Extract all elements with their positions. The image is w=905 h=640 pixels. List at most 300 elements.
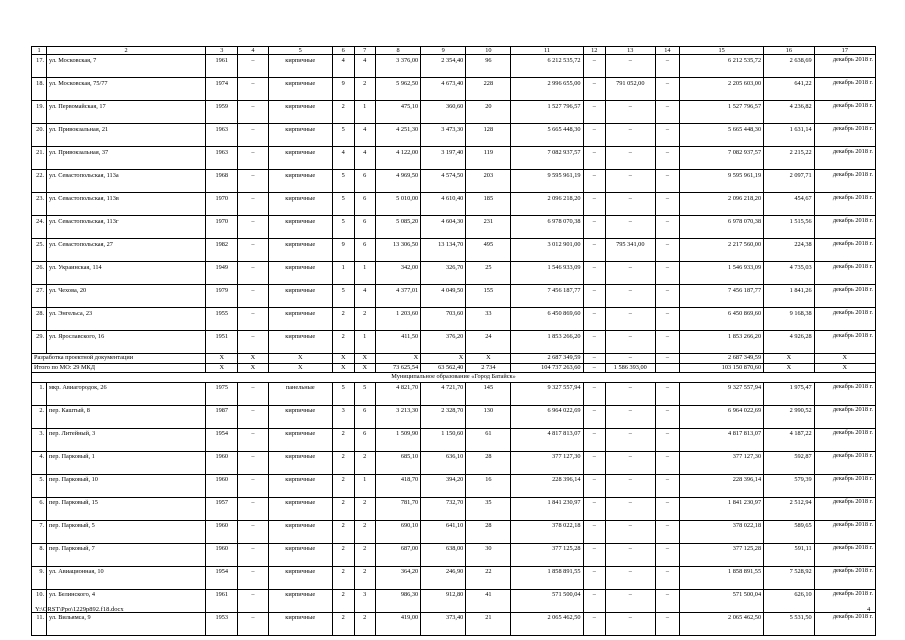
table-cell: 592,87 xyxy=(764,451,815,474)
table-cell: – xyxy=(583,124,606,147)
table-cell: – xyxy=(606,262,655,285)
table-cell: декабрь 2018 г. xyxy=(814,566,875,589)
table-cell: 377 127,30 xyxy=(511,451,583,474)
table-row xyxy=(32,612,876,635)
table-row xyxy=(32,78,876,101)
table-row xyxy=(32,239,876,262)
table-cell: – xyxy=(606,55,655,78)
table-cell: 5 665 448,30 xyxy=(511,124,583,147)
table-cell: – xyxy=(583,589,606,612)
table-cell: – xyxy=(655,566,680,589)
table-cell: 394,20 xyxy=(421,474,466,497)
table-row xyxy=(32,216,876,239)
table-cell: пер. Парковый, 10 xyxy=(47,474,206,497)
table-row xyxy=(32,543,876,566)
table-cell: Х xyxy=(376,354,421,364)
table-cell: – xyxy=(583,474,606,497)
table-cell: 6. xyxy=(32,497,47,520)
table-cell: ул. Московская, 7 xyxy=(47,55,206,78)
table-cell: – xyxy=(238,262,268,285)
table-cell: – xyxy=(583,147,606,170)
table-cell: 6 964 022,69 xyxy=(511,405,583,428)
table-cell: – xyxy=(606,285,655,308)
table-cell: 1975 xyxy=(206,382,238,405)
header-cell: 14 xyxy=(655,47,680,55)
table-cell: – xyxy=(606,331,655,354)
table-cell: 912,80 xyxy=(421,589,466,612)
table-cell: – xyxy=(583,170,606,193)
table-cell: – xyxy=(238,497,268,520)
table-cell: 1960 xyxy=(206,451,238,474)
table-cell: 41 xyxy=(466,589,511,612)
document-page xyxy=(31,46,876,636)
table-cell: 495 xyxy=(466,239,511,262)
table-cell: 2 xyxy=(333,497,355,520)
table-cell: 25 xyxy=(466,262,511,285)
table-cell: 579,39 xyxy=(764,474,815,497)
table-cell: – xyxy=(238,331,268,354)
table-cell: 685,10 xyxy=(376,451,421,474)
table-cell: декабрь 2018 г. xyxy=(814,382,875,405)
table-cell: 4 xyxy=(354,285,376,308)
table-cell: 1979 xyxy=(206,285,238,308)
header-cell: 2 xyxy=(47,47,206,55)
header-number-row xyxy=(32,47,876,55)
table-cell: 33 xyxy=(466,308,511,331)
design-documentation-row xyxy=(32,354,876,364)
table-cell: 35 xyxy=(466,497,511,520)
table-cell: ул. Первомайская, 17 xyxy=(47,101,206,124)
table-cell: – xyxy=(238,566,268,589)
table-cell: 7 528,92 xyxy=(764,566,815,589)
table-cell: – xyxy=(606,474,655,497)
table-row xyxy=(32,566,876,589)
table-cell: – xyxy=(606,124,655,147)
table-cell: 28. xyxy=(32,308,47,331)
table-cell: 2 xyxy=(333,612,355,635)
table-cell: – xyxy=(238,428,268,451)
table-cell: 2 638,69 xyxy=(764,55,815,78)
table-cell: – xyxy=(606,612,655,635)
table-cell: 5 xyxy=(333,124,355,147)
table-cell: кирпичные xyxy=(268,405,333,428)
table-cell: 22. xyxy=(32,170,47,193)
table-cell: 4 xyxy=(333,55,355,78)
table-cell: 3. xyxy=(32,428,47,451)
total-row xyxy=(32,363,876,373)
table-cell: Х xyxy=(764,354,815,364)
table-cell: 5. xyxy=(32,474,47,497)
table-cell: 9 xyxy=(333,239,355,262)
table-cell: – xyxy=(583,101,606,124)
table-cell: 2 xyxy=(354,520,376,543)
table-cell: декабрь 2018 г. xyxy=(814,474,875,497)
table-cell: – xyxy=(655,55,680,78)
table-cell: кирпичные xyxy=(268,55,333,78)
table-cell: ул. Привокзальная, 21 xyxy=(47,124,206,147)
table-cell: – xyxy=(606,520,655,543)
table-cell: 1 858 891,55 xyxy=(511,566,583,589)
table-cell: – xyxy=(238,451,268,474)
table-cell: – xyxy=(238,101,268,124)
table-cell: – xyxy=(655,239,680,262)
table-cell: 3 473,30 xyxy=(421,124,466,147)
table-cell: 1 150,60 xyxy=(421,428,466,451)
table-cell xyxy=(655,363,680,373)
table-cell: 377 125,28 xyxy=(680,543,764,566)
header-cell: 8 xyxy=(376,47,421,55)
table-cell: 641,22 xyxy=(764,78,815,101)
table-cell: – xyxy=(655,589,680,612)
table-cell: 3 376,00 xyxy=(376,55,421,78)
table-cell: 791 052,00 xyxy=(606,78,655,101)
table-cell: – xyxy=(655,405,680,428)
table-cell: 1 853 266,20 xyxy=(680,331,764,354)
table-cell: Х xyxy=(814,363,875,373)
table-cell: 9 595 961,19 xyxy=(680,170,764,193)
table-cell: 3 xyxy=(354,589,376,612)
table-cell: кирпичные xyxy=(268,543,333,566)
table-cell: – xyxy=(655,285,680,308)
table-row xyxy=(32,589,876,612)
table-cell: 4 xyxy=(333,147,355,170)
table-cell: ул. Ярославского, 16 xyxy=(47,331,206,354)
table-cell: – xyxy=(655,451,680,474)
table-cell: кирпичные xyxy=(268,451,333,474)
table-cell: 28 xyxy=(466,451,511,474)
table-cell: 6 212 535,72 xyxy=(511,55,583,78)
table-cell: ул. Белинского, 4 xyxy=(47,589,206,612)
table-cell: 246,90 xyxy=(421,566,466,589)
table-cell: декабрь 2018 г. xyxy=(814,589,875,612)
table-cell: 687,00 xyxy=(376,543,421,566)
table-cell: 4 049,50 xyxy=(421,285,466,308)
table-cell: – xyxy=(583,363,606,373)
table-cell: 7 082 937,57 xyxy=(511,147,583,170)
table-cell: 1 841 230,97 xyxy=(511,497,583,520)
table-cell: 781,70 xyxy=(376,497,421,520)
table-cell: 1982 xyxy=(206,239,238,262)
table-cell: – xyxy=(655,101,680,124)
table-cell: 1957 xyxy=(206,497,238,520)
table-cell: – xyxy=(655,428,680,451)
table-cell: – xyxy=(238,147,268,170)
table-cell: 1 858 891,55 xyxy=(680,566,764,589)
table-cell: – xyxy=(583,262,606,285)
table-row xyxy=(32,101,876,124)
table-cell: 20 xyxy=(466,101,511,124)
table-cell: 4 251,30 xyxy=(376,124,421,147)
table-cell: 6 xyxy=(354,405,376,428)
table-row xyxy=(32,124,876,147)
table-cell: 9 595 961,19 xyxy=(511,170,583,193)
table-cell: кирпичные xyxy=(268,566,333,589)
table-cell: 6 xyxy=(354,216,376,239)
header-cell: 12 xyxy=(583,47,606,55)
header-cell: 6 xyxy=(333,47,355,55)
header-cell: 7 xyxy=(354,47,376,55)
table-cell: 63 562,40 xyxy=(421,363,466,373)
header-cell: 17 xyxy=(814,47,875,55)
table-row xyxy=(32,428,876,451)
housing-repair-table xyxy=(31,46,876,636)
table-cell: 571 500,04 xyxy=(511,589,583,612)
table-cell: 13 134,70 xyxy=(421,239,466,262)
table-cell: 28 xyxy=(466,520,511,543)
table-cell: 690,10 xyxy=(376,520,421,543)
table-cell: 4 574,50 xyxy=(421,170,466,193)
table-cell: – xyxy=(238,543,268,566)
table-cell: ул. Севастопольская, 27 xyxy=(47,239,206,262)
table-cell: декабрь 2018 г. xyxy=(814,612,875,635)
table-row xyxy=(32,382,876,405)
table-cell: 228 396,14 xyxy=(680,474,764,497)
table-cell: декабрь 2018 г. xyxy=(814,124,875,147)
table-cell: 4 236,82 xyxy=(764,101,815,124)
header-cell: 1 xyxy=(32,47,47,55)
table-cell: кирпичные xyxy=(268,428,333,451)
table-cell: 326,70 xyxy=(421,262,466,285)
table-cell: декабрь 2018 г. xyxy=(814,497,875,520)
table-cell: 1963 xyxy=(206,124,238,147)
table-cell: 96 xyxy=(466,55,511,78)
table-cell: декабрь 2018 г. xyxy=(814,55,875,78)
table-cell: декабрь 2018 г. xyxy=(814,193,875,216)
table-cell: 7. xyxy=(32,520,47,543)
table-cell: 8. xyxy=(32,543,47,566)
table-cell: 2 xyxy=(354,543,376,566)
table-cell: – xyxy=(655,147,680,170)
table-cell: 6 450 869,60 xyxy=(511,308,583,331)
table-cell: 2 096 218,20 xyxy=(511,193,583,216)
table-cell: – xyxy=(606,405,655,428)
table-cell: 360,60 xyxy=(421,101,466,124)
table-cell: 5 962,50 xyxy=(376,78,421,101)
table-cell: – xyxy=(655,216,680,239)
table-cell: кирпичные xyxy=(268,124,333,147)
table-cell: – xyxy=(583,451,606,474)
table-cell: – xyxy=(655,354,680,364)
table-cell: 203 xyxy=(466,170,511,193)
table-cell: 6 xyxy=(354,193,376,216)
table-cell: – xyxy=(606,170,655,193)
table-cell: пер. Парковый, 5 xyxy=(47,520,206,543)
table-cell: Разработка проектной документации xyxy=(32,354,206,364)
table-cell: 4 xyxy=(354,55,376,78)
table-row xyxy=(32,451,876,474)
table-cell: 185 xyxy=(466,193,511,216)
table-cell: – xyxy=(655,612,680,635)
table-cell: 4 735,03 xyxy=(764,262,815,285)
table-cell: 21. xyxy=(32,147,47,170)
table-cell: декабрь 2018 г. xyxy=(814,147,875,170)
table-cell: 16 xyxy=(466,474,511,497)
table-cell: 419,00 xyxy=(376,612,421,635)
table-cell: – xyxy=(583,405,606,428)
table-cell: 1955 xyxy=(206,308,238,331)
table-cell: 9 327 557,94 xyxy=(511,382,583,405)
table-cell: – xyxy=(583,612,606,635)
table-row xyxy=(32,170,876,193)
table-cell: декабрь 2018 г. xyxy=(814,101,875,124)
table-cell: 4 821,70 xyxy=(376,382,421,405)
table-cell: – xyxy=(655,331,680,354)
table-cell: – xyxy=(583,308,606,331)
table-cell: 6 xyxy=(354,428,376,451)
table-cell: 2 687 349,59 xyxy=(511,354,583,364)
table-cell: – xyxy=(655,170,680,193)
table-cell: 3 xyxy=(333,405,355,428)
table-cell: 378 022,18 xyxy=(511,520,583,543)
table-cell: 1 527 796,57 xyxy=(680,101,764,124)
table-cell: кирпичные xyxy=(268,147,333,170)
table-cell: – xyxy=(583,285,606,308)
table-cell: декабрь 2018 г. xyxy=(814,543,875,566)
table-cell: 2 328,70 xyxy=(421,405,466,428)
table-cell: 9 327 557,94 xyxy=(680,382,764,405)
table-cell: кирпичные xyxy=(268,262,333,285)
table-cell: 1954 xyxy=(206,566,238,589)
table-cell: – xyxy=(655,308,680,331)
table-cell: – xyxy=(655,520,680,543)
table-cell: 1. xyxy=(32,382,47,405)
table-cell: – xyxy=(238,216,268,239)
table-cell: 1 xyxy=(354,331,376,354)
table-cell: пер. Литейный, 3 xyxy=(47,428,206,451)
table-cell: 4 610,40 xyxy=(421,193,466,216)
table-cell: ул. Чехова, 20 xyxy=(47,285,206,308)
table-cell: 1 586 393,00 xyxy=(606,363,655,373)
table-cell: 6 450 869,60 xyxy=(680,308,764,331)
table-cell: 1 527 796,57 xyxy=(511,101,583,124)
table-cell: 1949 xyxy=(206,262,238,285)
table-cell: 9 168,38 xyxy=(764,308,815,331)
table-cell: 1987 xyxy=(206,405,238,428)
table-cell: Х xyxy=(354,354,376,364)
table-cell: 1959 xyxy=(206,101,238,124)
table-cell: пер. Парковый, 1 xyxy=(47,451,206,474)
table-cell: 1951 xyxy=(206,331,238,354)
table-row xyxy=(32,405,876,428)
table-cell: Х xyxy=(333,354,355,364)
table-cell: – xyxy=(238,589,268,612)
table-cell: 1 546 933,09 xyxy=(511,262,583,285)
table-cell: 2 215,22 xyxy=(764,147,815,170)
table-cell: – xyxy=(655,262,680,285)
table-cell: 29. xyxy=(32,331,47,354)
table-cell: 103 150 870,60 xyxy=(680,363,764,373)
table-cell: 377 125,28 xyxy=(511,543,583,566)
table-cell: 732,70 xyxy=(421,497,466,520)
table-cell: 1 xyxy=(354,262,376,285)
table-cell: 4 377,01 xyxy=(376,285,421,308)
table-cell: 2 xyxy=(333,520,355,543)
table-cell: Х xyxy=(206,354,238,364)
table-cell: 5 xyxy=(333,193,355,216)
table-cell: Х xyxy=(238,354,268,364)
table-cell: 378 022,18 xyxy=(680,520,764,543)
footer-file-path: Y:\ORST\Ppo\1229p892.f18.docx xyxy=(35,606,124,613)
table-cell: 373,40 xyxy=(421,612,466,635)
table-cell: – xyxy=(583,78,606,101)
table-cell: 1968 xyxy=(206,170,238,193)
table-cell: 4 187,22 xyxy=(764,428,815,451)
table-cell: кирпичные xyxy=(268,239,333,262)
table-cell: 1960 xyxy=(206,543,238,566)
table-cell: 1 509,90 xyxy=(376,428,421,451)
table-cell: – xyxy=(655,543,680,566)
table-cell: – xyxy=(583,331,606,354)
table-cell: – xyxy=(583,382,606,405)
table-cell: кирпичные xyxy=(268,285,333,308)
header-cell: 4 xyxy=(238,47,268,55)
table-cell: – xyxy=(655,497,680,520)
table-cell: кирпичные xyxy=(268,474,333,497)
table-cell: 5 xyxy=(333,216,355,239)
table-cell: 6 xyxy=(354,170,376,193)
table-cell: 1 631,14 xyxy=(764,124,815,147)
table-cell: – xyxy=(238,55,268,78)
table-cell: пер. Парковый, 7 xyxy=(47,543,206,566)
table-cell: 3 197,40 xyxy=(421,147,466,170)
table-cell: Х xyxy=(238,363,268,373)
table-cell: – xyxy=(606,589,655,612)
table-cell: 638,00 xyxy=(421,543,466,566)
table-cell: 411,50 xyxy=(376,331,421,354)
table-cell: 4 969,50 xyxy=(376,170,421,193)
table-row xyxy=(32,308,876,331)
table-cell: – xyxy=(606,566,655,589)
table-cell: 5 531,50 xyxy=(764,612,815,635)
table-cell: 10. xyxy=(32,589,47,612)
table-cell: ул. Вильямса, 9 xyxy=(47,612,206,635)
table-cell: 418,70 xyxy=(376,474,421,497)
table-row xyxy=(32,520,876,543)
table-cell: 6 964 022,69 xyxy=(680,405,764,428)
table-cell: 5 xyxy=(333,285,355,308)
table-cell: 342,00 xyxy=(376,262,421,285)
table-cell: Х xyxy=(421,354,466,364)
table-cell: 641,10 xyxy=(421,520,466,543)
table-body xyxy=(32,47,876,636)
header-cell: 10 xyxy=(466,47,511,55)
table-cell: 24 xyxy=(466,331,511,354)
table-cell: 986,30 xyxy=(376,589,421,612)
table-cell: – xyxy=(606,101,655,124)
table-cell: 2 xyxy=(354,78,376,101)
table-cell: Х xyxy=(268,363,333,373)
table-row xyxy=(32,262,876,285)
table-cell: 5 665 448,30 xyxy=(680,124,764,147)
table-cell: кирпичные xyxy=(268,78,333,101)
table-cell: 26. xyxy=(32,262,47,285)
table-cell: 1 515,56 xyxy=(764,216,815,239)
table-cell: 1 546 933,09 xyxy=(680,262,764,285)
table-row xyxy=(32,55,876,78)
table-cell: 9 xyxy=(333,78,355,101)
table-cell: – xyxy=(606,497,655,520)
table-cell: – xyxy=(583,239,606,262)
table-cell: – xyxy=(606,308,655,331)
table-cell: 4 604,30 xyxy=(421,216,466,239)
page-number: 4 xyxy=(867,606,871,613)
table-cell: 1 841,26 xyxy=(764,285,815,308)
table-cell: 2. xyxy=(32,405,47,428)
table-cell: – xyxy=(238,308,268,331)
table-cell: Х xyxy=(466,354,511,364)
table-cell: 4 673,40 xyxy=(421,78,466,101)
table-cell: кирпичные xyxy=(268,589,333,612)
